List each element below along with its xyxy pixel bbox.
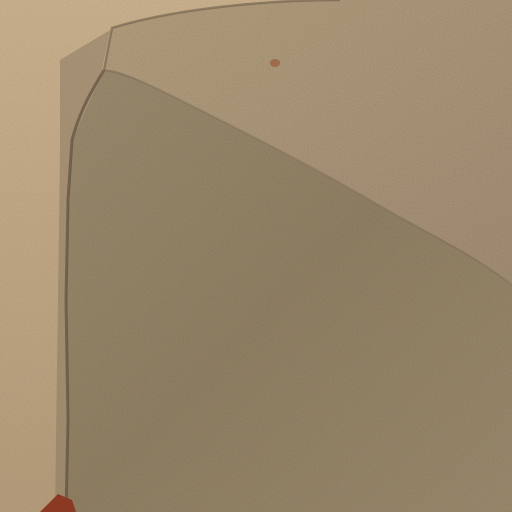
rust-fleck — [270, 59, 280, 67]
